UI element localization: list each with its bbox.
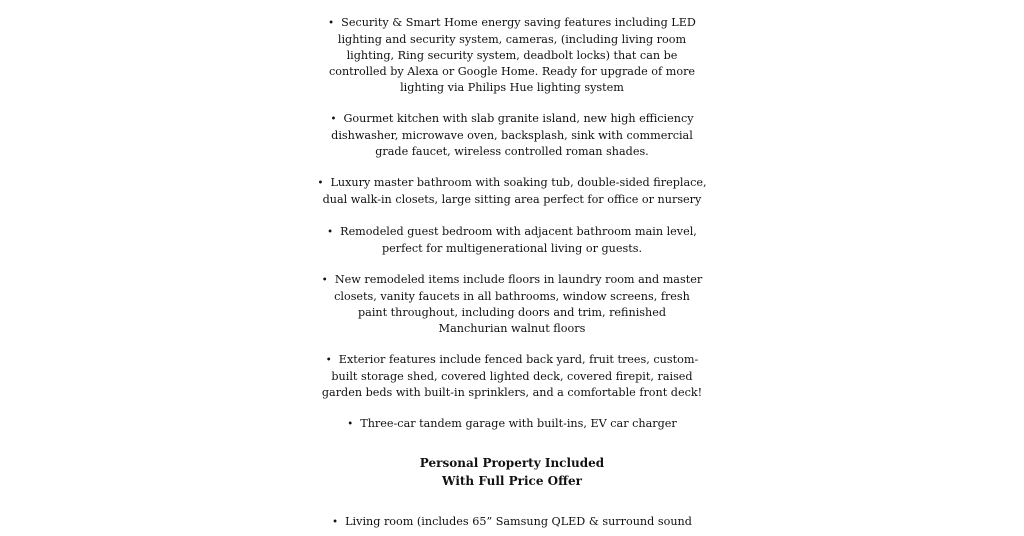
list-item-line: • New remodeled items include floors in laundry room and master <box>321 273 703 286</box>
section-heading-line: With Full Price Offer <box>442 473 582 488</box>
list-item-smart-home <box>0 15 1024 96</box>
list-item-line: grade faucet, wireless controlled roman shades. <box>375 145 649 158</box>
section-heading <box>0 455 1024 490</box>
list-item-line: perfect for multigenerational living or guests. <box>381 242 643 255</box>
list-item-line: built storage shed, covered lighted deck, covered firepit, raised <box>331 370 693 383</box>
bullet-icon: • <box>328 18 335 29</box>
list-item-line: closets, vanity faucets in all bathrooms, window screens, fresh <box>334 290 690 303</box>
list-item-line: • Living room (includes 65” Samsung QLED & surround sound <box>332 515 692 528</box>
list-item-garage <box>0 416 1024 433</box>
list-item-guest-bedroom <box>0 224 1024 257</box>
bullet-icon: • <box>321 275 328 286</box>
list-item-line: • Luxury master bathroom with soaking tub, double-sided fireplace, <box>317 176 707 189</box>
list-item-kitchen <box>0 111 1024 160</box>
list-item-line: lighting via Philips Hue lighting system <box>400 81 624 94</box>
list-item-line: • Gourmet kitchen with slab granite island, new high efficiency <box>330 112 694 125</box>
section-heading-line: Personal Property Included <box>419 456 605 470</box>
bullet-icon: • <box>327 227 334 238</box>
bullet-icon: • <box>330 114 337 125</box>
list-item-line: • Remodeled guest bedroom with adjacent bathroom main level, <box>327 225 697 238</box>
bullet-icon: • <box>317 178 324 189</box>
list-item-line: controlled by Alexa or Google Home. Ready for upgrade of more <box>328 65 696 78</box>
list-item-master-bathroom <box>0 175 1024 208</box>
list-item-line: lighting and security system, cameras, (including living room <box>337 33 687 46</box>
bullet-icon: • <box>332 517 338 528</box>
list-item-line: dual walk-in closets, large sitting area perfect for office or nursery <box>322 193 702 206</box>
bullet-icon: • <box>347 419 354 430</box>
list-item-line: dishwasher, microwave oven, backsplash, sink with commercial <box>331 129 693 142</box>
list-item-line: • Security & Smart Home energy saving features including LED <box>328 16 696 29</box>
list-item-living-room <box>0 514 1024 531</box>
bullet-icon: • <box>325 355 332 366</box>
list-item-line: lighting, Ring security system, deadbolt locks) that can be <box>346 49 678 62</box>
list-item-exterior <box>0 352 1024 401</box>
list-item-line: paint throughout, including doors and trim, refinished <box>357 306 667 319</box>
list-item-remodeled-items <box>0 272 1024 337</box>
list-item-line: • Exterior features include fenced back yard, fruit trees, custom- <box>325 353 699 366</box>
list-item-line: Manchurian walnut floors <box>438 322 586 335</box>
list-item-line: garden beds with built-in sprinklers, and a comfortable front deck! <box>321 386 703 399</box>
list-item-line: • Three-car tandem garage with built-ins, EV car charger <box>347 417 677 430</box>
